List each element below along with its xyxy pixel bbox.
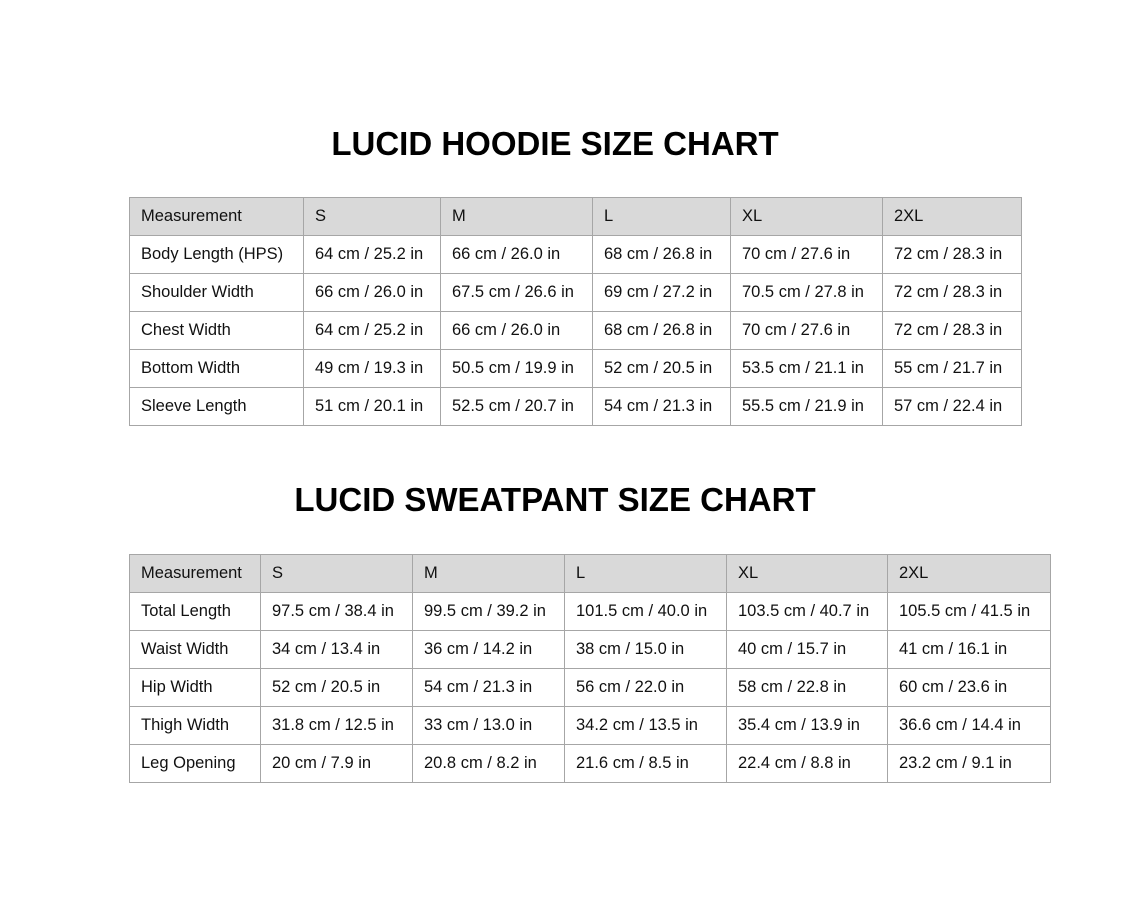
table-cell: 38 cm / 15.0 in: [565, 631, 727, 669]
table-row: [130, 350, 1022, 388]
table-cell: 51 cm / 20.1 in: [304, 388, 441, 426]
column-header-s: S: [304, 198, 441, 236]
column-header-xl: XL: [727, 555, 888, 593]
row-label: Shoulder Width: [130, 274, 304, 312]
column-header-2xl: 2XL: [883, 198, 1022, 236]
row-label: Sleeve Length: [130, 388, 304, 426]
table-cell: 22.4 cm / 8.8 in: [727, 745, 888, 783]
row-label: Leg Opening: [130, 745, 261, 783]
table-cell: 68 cm / 26.8 in: [593, 236, 731, 274]
table-row: [130, 388, 1022, 426]
table-header-row: [130, 198, 1022, 236]
table-cell: 69 cm / 27.2 in: [593, 274, 731, 312]
table-cell: 68 cm / 26.8 in: [593, 312, 731, 350]
table-cell: 49 cm / 19.3 in: [304, 350, 441, 388]
table-row: [130, 631, 1051, 669]
table-cell: 70 cm / 27.6 in: [731, 312, 883, 350]
table-cell: 53.5 cm / 21.1 in: [731, 350, 883, 388]
table-cell: 36.6 cm / 14.4 in: [888, 707, 1051, 745]
row-label: Bottom Width: [130, 350, 304, 388]
table-row: [130, 669, 1051, 707]
table-row: [130, 274, 1022, 312]
column-header-measurement: Measurement: [130, 198, 304, 236]
column-header-l: L: [565, 555, 727, 593]
table-cell: 52 cm / 20.5 in: [261, 669, 413, 707]
table-cell: 57 cm / 22.4 in: [883, 388, 1022, 426]
table-cell: 55 cm / 21.7 in: [883, 350, 1022, 388]
table-row: [130, 745, 1051, 783]
table-cell: 20.8 cm / 8.2 in: [413, 745, 565, 783]
table-cell: 72 cm / 28.3 in: [883, 274, 1022, 312]
table-cell: 66 cm / 26.0 in: [441, 236, 593, 274]
table-cell: 20 cm / 7.9 in: [261, 745, 413, 783]
table-cell: 66 cm / 26.0 in: [304, 274, 441, 312]
table-cell: 99.5 cm / 39.2 in: [413, 593, 565, 631]
table-cell: 64 cm / 25.2 in: [304, 312, 441, 350]
table-cell: 52 cm / 20.5 in: [593, 350, 731, 388]
table-cell: 105.5 cm / 41.5 in: [888, 593, 1051, 631]
table-cell: 50.5 cm / 19.9 in: [441, 350, 593, 388]
table-cell: 97.5 cm / 38.4 in: [261, 593, 413, 631]
table-cell: 21.6 cm / 8.5 in: [565, 745, 727, 783]
column-header-l: L: [593, 198, 731, 236]
table-cell: 56 cm / 22.0 in: [565, 669, 727, 707]
row-label: Waist Width: [130, 631, 261, 669]
row-label: Hip Width: [130, 669, 261, 707]
row-label: Total Length: [130, 593, 261, 631]
table-cell: 70.5 cm / 27.8 in: [731, 274, 883, 312]
table-cell: 35.4 cm / 13.9 in: [727, 707, 888, 745]
table-row: [130, 312, 1022, 350]
table-cell: 54 cm / 21.3 in: [593, 388, 731, 426]
table-cell: 34.2 cm / 13.5 in: [565, 707, 727, 745]
table-cell: 33 cm / 13.0 in: [413, 707, 565, 745]
table-cell: 23.2 cm / 9.1 in: [888, 745, 1051, 783]
table-cell: 36 cm / 14.2 in: [413, 631, 565, 669]
column-header-2xl: 2XL: [888, 555, 1051, 593]
table-cell: 54 cm / 21.3 in: [413, 669, 565, 707]
table-cell: 72 cm / 28.3 in: [883, 236, 1022, 274]
table-cell: 72 cm / 28.3 in: [883, 312, 1022, 350]
column-header-xl: XL: [731, 198, 883, 236]
row-label: Body Length (HPS): [130, 236, 304, 274]
table-cell: 58 cm / 22.8 in: [727, 669, 888, 707]
table-cell: 40 cm / 15.7 in: [727, 631, 888, 669]
table-header-row: [130, 555, 1051, 593]
table-cell: 67.5 cm / 26.6 in: [441, 274, 593, 312]
column-header-s: S: [261, 555, 413, 593]
hoodie-chart-title: LUCID HOODIE SIZE CHART: [331, 125, 779, 162]
table-cell: 41 cm / 16.1 in: [888, 631, 1051, 669]
row-label: Thigh Width: [130, 707, 261, 745]
table-cell: 52.5 cm / 20.7 in: [441, 388, 593, 426]
table-cell: 64 cm / 25.2 in: [304, 236, 441, 274]
column-header-measurement: Measurement: [130, 555, 261, 593]
row-label: Chest Width: [130, 312, 304, 350]
table-cell: 31.8 cm / 12.5 in: [261, 707, 413, 745]
table-cell: 66 cm / 26.0 in: [441, 312, 593, 350]
table-cell: 103.5 cm / 40.7 in: [727, 593, 888, 631]
table-cell: 60 cm / 23.6 in: [888, 669, 1051, 707]
table-cell: 34 cm / 13.4 in: [261, 631, 413, 669]
column-header-m: M: [413, 555, 565, 593]
table-row: [130, 593, 1051, 631]
table-row: [130, 707, 1051, 745]
table-cell: 55.5 cm / 21.9 in: [731, 388, 883, 426]
sweatpant-size-table: [129, 554, 1051, 783]
table-cell: 70 cm / 27.6 in: [731, 236, 883, 274]
table-cell: 101.5 cm / 40.0 in: [565, 593, 727, 631]
column-header-m: M: [441, 198, 593, 236]
hoodie-size-table: [129, 197, 1022, 426]
table-row: [130, 236, 1022, 274]
sweatpant-chart-title: LUCID SWEATPANT SIZE CHART: [294, 481, 816, 518]
